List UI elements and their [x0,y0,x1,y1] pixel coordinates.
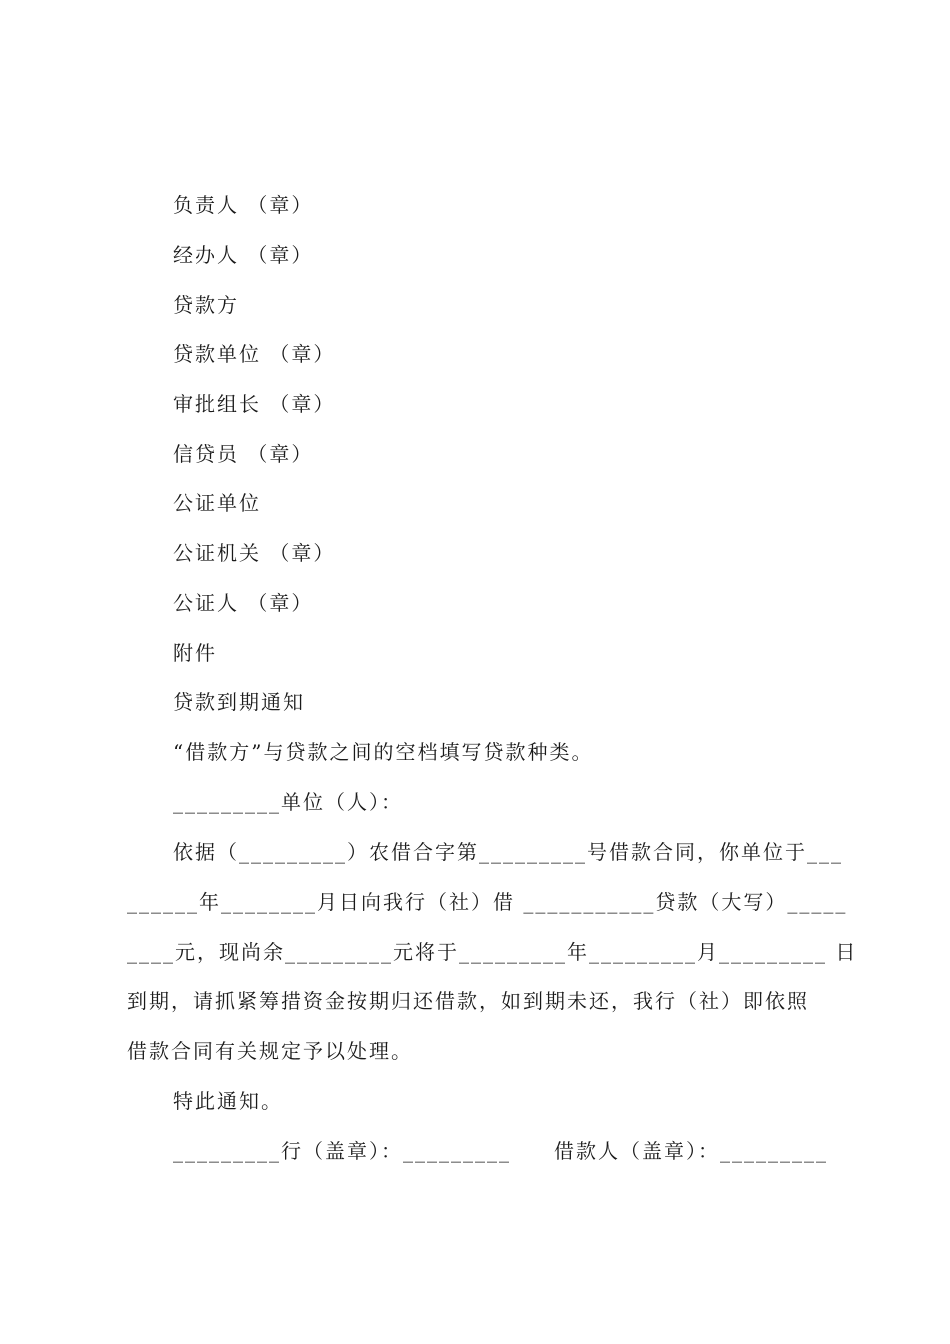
notice-paragraph-line-3: ____元，现尚余_________元将于_________年_________月_________ 日 [127,940,858,964]
borrower-agent-seal: 经办人 （章） [173,243,314,267]
notice-salutation: _________单位（人）： [173,790,403,814]
notary-unit-label: 公证单位 [173,491,261,515]
notice-closing: 特此通知。 [173,1089,283,1113]
lender-label: 贷款方 [173,293,239,317]
credit-officer-seal: 信贷员 （章） [173,442,314,466]
notice-paragraph-line-1: 依据（_________）农借合字第_________号借款合同，你单位于___ [173,840,843,864]
notice-paragraph-line-2: ______年________月日向我行（社）借 ___________贷款（大写）_____ [127,890,848,914]
attachment-title: 贷款到期通知 [173,690,305,714]
lender-unit-seal: 贷款单位 （章） [173,342,336,366]
attachment-note: “借款方”与贷款之间的空档填写贷款种类。 [173,740,594,764]
footer-borrower-seal: 借款人（盖章）：_________ [554,1139,828,1163]
notary-person-seal: 公证人 （章） [173,591,314,615]
notary-office-seal: 公证机关 （章） [173,541,336,565]
borrower-head-seal: 负责人 （章） [173,193,314,217]
notice-paragraph-line-4: 到期，请抓紧筹措资金按期归还借款，如到期未还，我行（社）即依照 [127,989,809,1013]
approval-leader-seal: 审批组长 （章） [173,392,336,416]
footer-bank-seal: _________行（盖章）：_________ [173,1139,511,1163]
attachment-label: 附件 [173,641,217,665]
notice-paragraph-line-5: 借款合同有关规定予以处理。 [127,1039,413,1063]
